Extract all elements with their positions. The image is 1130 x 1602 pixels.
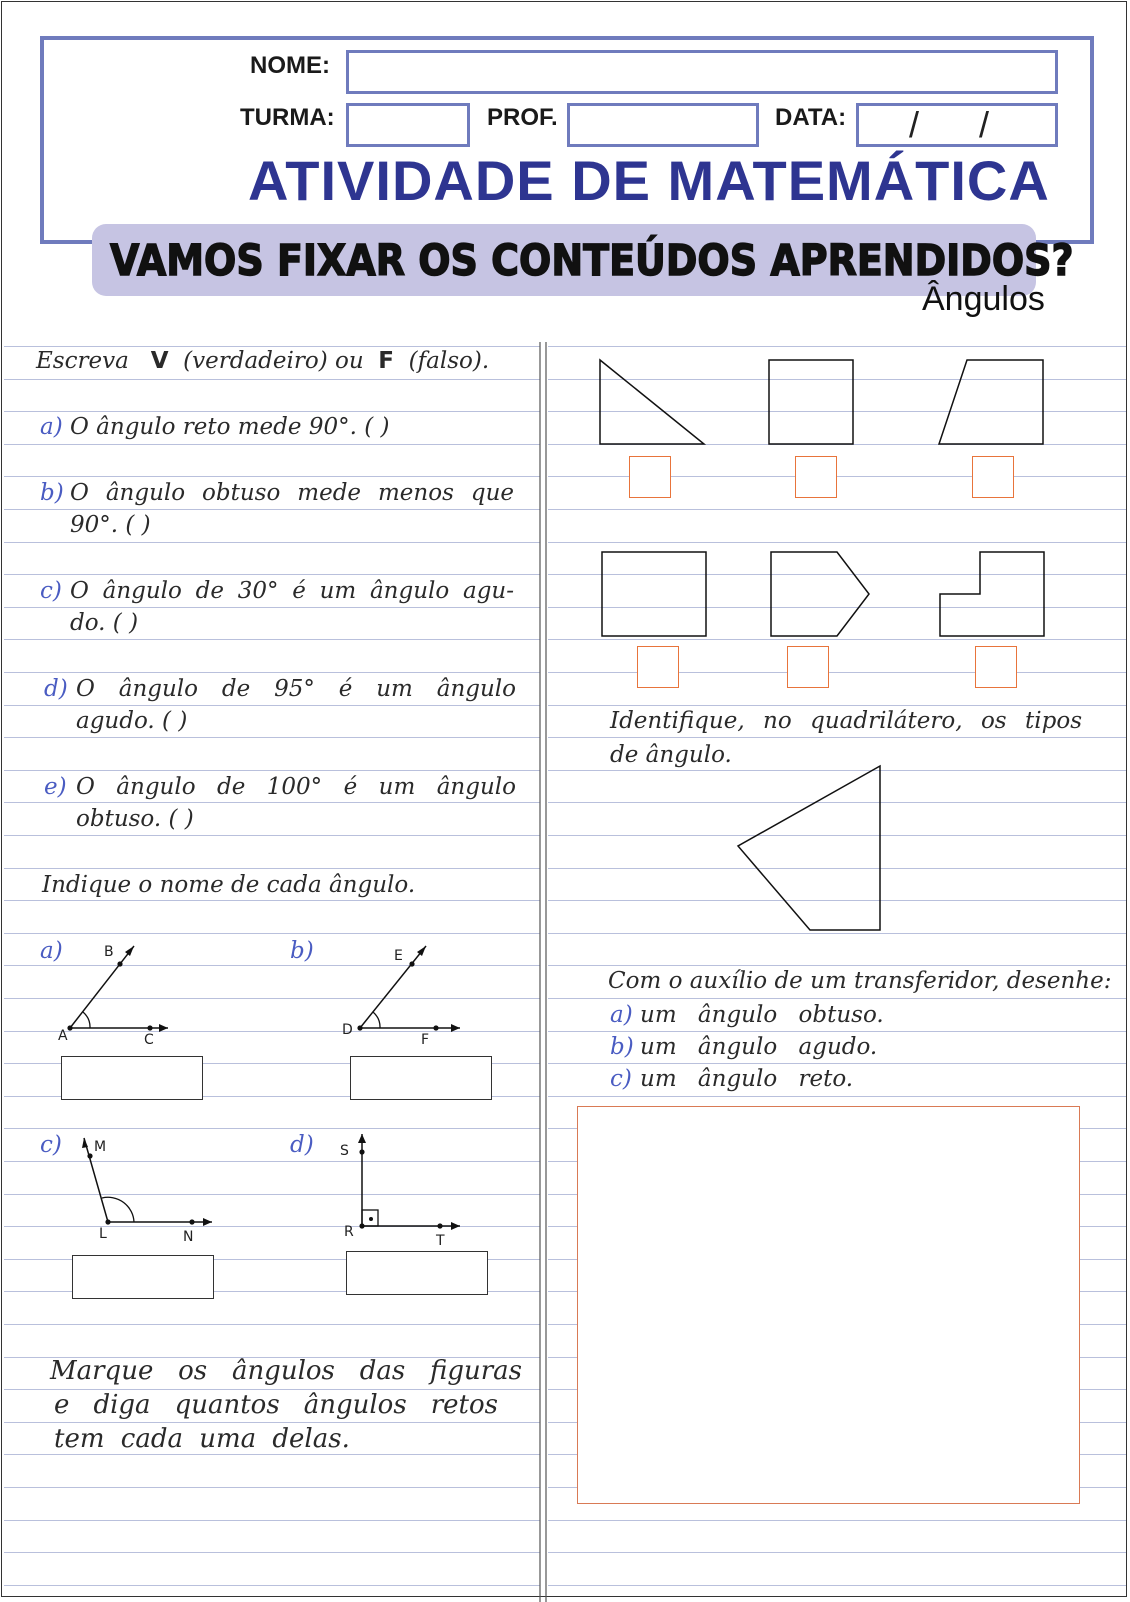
- item-b-text: O ângulo obtuso mede menos que: [70, 480, 514, 506]
- angle-a-answer-box[interactable]: [61, 1056, 203, 1100]
- shape-2-answer-box[interactable]: [795, 456, 837, 498]
- instruction-mid: (verdadeiro) ou: [183, 348, 364, 374]
- item-a-text: O ângulo reto mede 90°. ( ): [70, 414, 390, 440]
- protractor-b-marker: b): [610, 1034, 634, 1060]
- protractor-a-marker: a): [610, 1002, 633, 1028]
- point-label-n: N: [183, 1229, 194, 1245]
- point-label-m: M: [94, 1139, 107, 1155]
- banner: [92, 224, 1074, 296]
- date-label: DATA:: [775, 104, 847, 131]
- item-a-marker: a): [40, 414, 63, 440]
- angle-d-drawing: [340, 1130, 540, 1250]
- point-label-r: R: [344, 1224, 354, 1240]
- angle-b-answer-box[interactable]: [350, 1056, 492, 1100]
- shape-3-answer-box[interactable]: [972, 456, 1014, 498]
- name-field[interactable]: [346, 50, 1058, 94]
- shape-pentagon: [769, 550, 879, 640]
- mark-angles-line-3: tem cada uma delas.: [54, 1424, 350, 1454]
- quadrilateral-line-2: de ângulo.: [610, 742, 732, 768]
- item-b-text-2: 90°. ( ): [70, 512, 151, 538]
- item-e-text: O ângulo de 100° é um ângulo: [76, 774, 516, 800]
- banner-text: VAMOS FIXAR OS CONTEÚDOS APRENDIDOS?: [110, 236, 1074, 286]
- date-field[interactable]: [856, 103, 1058, 147]
- instruction-f: F: [378, 348, 395, 374]
- teacher-field[interactable]: [567, 103, 759, 147]
- class-field[interactable]: [346, 103, 470, 147]
- shape-6-answer-box[interactable]: [975, 646, 1017, 688]
- quadrilateral-line-1: Identifique, no quadrilátero, os tipos: [610, 708, 1082, 734]
- drawing-area[interactable]: [577, 1106, 1080, 1504]
- point-label-e: E: [394, 948, 403, 964]
- shape-5-answer-box[interactable]: [787, 646, 829, 688]
- item-e-marker: e): [44, 774, 67, 800]
- item-c-marker: c): [40, 578, 62, 604]
- date-separators: / /: [909, 104, 990, 145]
- protractor-a-text: um ângulo obtuso.: [640, 1002, 884, 1028]
- point-label-f: F: [421, 1032, 430, 1048]
- point-label-t: T: [436, 1233, 445, 1249]
- angle-a-marker: a): [40, 938, 63, 964]
- column-divider: [538, 342, 550, 1602]
- shape-4-answer-box[interactable]: [637, 646, 679, 688]
- protractor-b-text: um ângulo agudo.: [640, 1034, 878, 1060]
- item-c-text-2: do. ( ): [70, 610, 139, 636]
- angle-b-drawing: [330, 940, 530, 1060]
- point-label-d: D: [342, 1022, 353, 1038]
- shape-rectangle: [600, 550, 710, 640]
- teacher-label: PROF.: [487, 104, 558, 131]
- subject-label: Ângulos: [922, 280, 1045, 318]
- mark-angles-line-1: Marque os ângulos das figuras: [50, 1356, 522, 1386]
- mark-angles-line-2: e diga quantos ângulos retos: [54, 1390, 498, 1420]
- instruction-v: V: [150, 348, 169, 374]
- point-label-a: A: [58, 1028, 68, 1044]
- item-b-marker: b): [40, 480, 64, 506]
- item-e-text-2: obtuso. ( ): [76, 806, 194, 832]
- shape-l-shape: [938, 550, 1048, 640]
- point-label-l: L: [99, 1226, 107, 1242]
- instruction-pre: Escreva: [36, 348, 129, 374]
- angle-a-drawing: [40, 940, 240, 1060]
- shape-trapezoid: [937, 358, 1047, 448]
- shape-right-triangle: [598, 358, 708, 448]
- instruction-post: (falso).: [408, 348, 490, 374]
- angle-c-marker: c): [40, 1132, 62, 1158]
- protractor-c-text: um ângulo reto.: [640, 1066, 854, 1092]
- point-label-b: B: [104, 944, 114, 960]
- shape-1-answer-box[interactable]: [629, 456, 671, 498]
- item-d-marker: d): [44, 676, 68, 702]
- shape-square: [767, 358, 857, 448]
- angle-d-marker: d): [290, 1132, 314, 1158]
- point-label-c: C: [144, 1032, 154, 1048]
- true-false-instruction: [36, 348, 489, 374]
- item-d-text: O ângulo de 95° é um ângulo: [76, 676, 516, 702]
- name-label: NOME:: [250, 52, 330, 79]
- angle-d-answer-box[interactable]: [346, 1251, 488, 1295]
- item-c-text: O ângulo de 30° é um ângulo agu-: [70, 578, 514, 604]
- protractor-c-marker: c): [610, 1066, 632, 1092]
- class-label: TURMA:: [240, 104, 335, 131]
- point-label-s: S: [340, 1143, 349, 1159]
- angle-names-instruction: Indique o nome de cada ângulo.: [42, 872, 416, 898]
- page-title: ATIVIDADE DE MATEMÁTICA: [248, 149, 1050, 212]
- quadrilateral-shape: [736, 764, 886, 934]
- angle-c-answer-box[interactable]: [72, 1255, 214, 1299]
- protractor-instruction: Com o auxílio de um transferidor, desenhe:: [608, 968, 1112, 994]
- angle-b-marker: b): [290, 938, 314, 964]
- item-d-text-2: agudo. ( ): [76, 708, 188, 734]
